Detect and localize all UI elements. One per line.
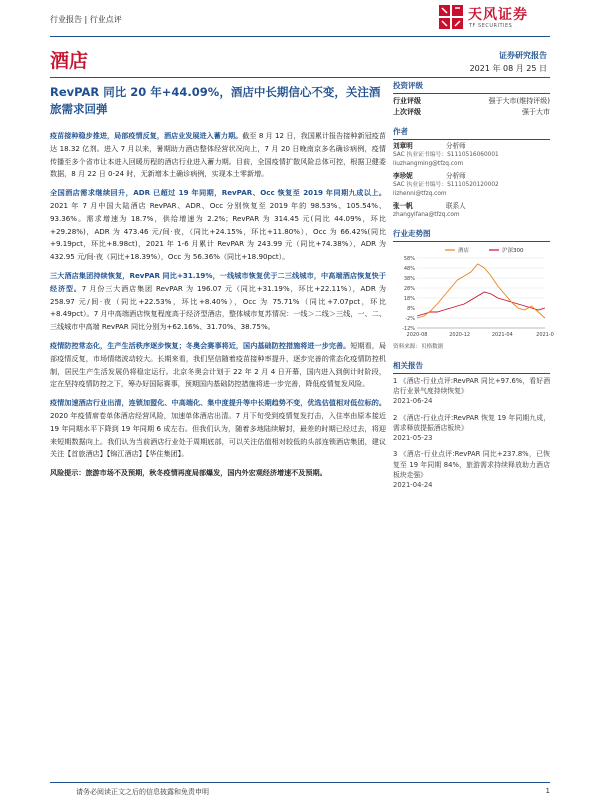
industry-title: 酒店 — [50, 50, 89, 72]
risk-warning: 风险提示：旅游市场不及预期，秋冬疫情再度局部爆发，国内外宏观经济增速不及预期。 — [50, 468, 327, 478]
related-report-link[interactable]: 2 《酒店-行业点评:RevPAR 恢复 19 年同期九成，需求释放提振酒店板块》 2021-05-23 — [393, 413, 550, 443]
tf-securities-logo — [438, 2, 550, 34]
x-tick-label: 2020-08 — [406, 331, 428, 338]
industry-trend-chart — [393, 244, 554, 340]
page-footer — [50, 782, 550, 800]
top-bar — [50, 0, 550, 40]
report-type: 证券研究报告 — [499, 51, 547, 60]
y-tick-label: -2% — [405, 315, 415, 322]
analyst-entry: 刘章明 分析师 SAC 执业证书编号：S1110516060001 liuzhangming@tfzq.com — [393, 142, 499, 167]
sidebar — [393, 80, 554, 497]
x-tick-label: 2021-04 — [491, 331, 513, 338]
paragraph: 全国酒店需求继续回升，ADR 已超过 19 年同期，RevPAR、Occ 恢复至 2019 年同期九成以上。2021 年 7 月中国大陆酒店 RevPAR、ADR、Occ 分别恢复至 2019 年的 98.53%、105.54%、93.36%。需求增速为 18.7%，供给增速为 2.2%；RevPAR 为 314.45 元(同比 44.09%，环比+29.28%)，ADR 为 473.46 元/间·夜，（同比+24.15%，环比+11.80%），Occ 为 66.42%(同比+9.19pct，环比+8.98ct)，2021 年 1-6 月累计 RevPAR 为 243.99 元（同比+74.38%），ADR 为 432.95 元/间·夜（同比+18.39%），Occ 为 56.36%（同比+18.90pct）。 — [50, 188, 386, 262]
legend-label: 沪深300 — [502, 247, 524, 254]
footer-disclaimer: 请务必阅读正文之后的信息披露和免责申明 — [76, 788, 209, 796]
y-tick-label: 58% — [403, 255, 415, 262]
logo-mark-icon — [438, 4, 464, 30]
analyst-entry: 张一帆 联系人 zhangyifana@tfzq.com — [393, 202, 466, 219]
csi300-series-line — [417, 292, 545, 316]
legend-label: 酒店 — [458, 247, 470, 254]
paragraph: 疫苗接种稳步推进，局部疫情反复，酒店业发展进入蓄力期。截至 8 月 12 日，我国累计报告接种新冠疫苗达 18.32 亿剂。进入 7 月以来，暑期助力酒店整体经营状况向上，7 月 20 日晚南京多名确诊病例，疫情传播至多个省市让本进入回暖历程的酒店行业进入蓄力期。目前，全国疫情扩散风险总体可控，根据卫健委数据，8 月 22 日 0-24 时，无新增本土确诊病例，实现本土零新增。 — [50, 131, 387, 179]
y-tick-label: 28% — [403, 285, 415, 292]
footer-divider — [50, 782, 550, 783]
prev-rating-row: 上次评级 强于大市 — [393, 108, 550, 116]
logo-subtext: TF SECURITIES — [469, 23, 513, 29]
trend-section-title: 行业走势图 — [393, 228, 550, 242]
title-divider — [50, 77, 550, 78]
paragraph: 三大酒店集团持续恢复，RevPAR 同比+31.19%，一线城市恢复优于二三线城市，中高端酒店恢复快于经济型。7 月份三大酒店集团 RevPAR 为 196.07 元（同比+31.19%，环比+22.11%），ADR 为 258.97 元/间·夜（同比+22.53%，环比+8.40%），Occ 为 75.71%（同比+7.07pct，环比+8.49pct）。7 月中高端酒店恢复程度高于经济型酒店，整体城市复苏情况：一线＞二线＞三线，一、二、三线城市中高端 RevPAR 同比分别为+62.16%、31.70%、38.75%。 — [50, 270, 386, 332]
report-category: 行业报告 | 行业点评 — [50, 15, 122, 24]
paragraph: 疫情防控常态化，生产生活秩序逐步恢复；冬奥会赛事将近，国内基础防控措施将进一步完善。短期看，局部疫情反复，市场情绪波动较大。长期来看，我们坚信随着疫苗接种率提升，逐步完善的常态化疫情防控机制，居民生产生活发展仍将稳定运行。北京冬奥会计划于 22 年 2 月 4 日开幕，国内进入到倒计时阶段，定在坚持疫情防控之下，筹办好国际赛事，预期国内基础防控措施将进一步完善，降低疫情复发风险。 — [50, 340, 387, 389]
related-report-link[interactable]: 3 《酒店-行业点评:RevPAR 同比+237.8%，已恢复至 19 年同期 84%，旅游需求持续释放助力酒店板块走强》 2021-04-24 — [393, 450, 550, 490]
related-report-link[interactable]: 1 《酒店-行业点评:RevPAR 同比+97.6%，看好酒店行业景气度持续恢复》 2021-06-24 — [393, 376, 550, 406]
logo-text: 天风证券 — [468, 7, 528, 23]
y-tick-label: -12% — [402, 325, 415, 332]
y-tick-label: 18% — [403, 295, 415, 302]
y-tick-label: 8% — [407, 305, 415, 312]
rating-section-title: 投资评级 — [393, 80, 550, 94]
page-number: 1 — [545, 787, 550, 795]
analyst-entry: 李珍妮 分析师 SAC 执业证书编号：S1110520120002 lizhenni@tfzq.com — [393, 172, 499, 197]
trend-chart-svg — [393, 244, 554, 340]
related-section-title: 相关报告 — [393, 360, 550, 374]
header-divider — [50, 36, 550, 37]
paragraph: 疫情加速酒店行业出清，连锁加盟化、中高端化、集中度提升等中长期趋势不变，优选估值相对低位标的。2020 年疫情席卷单体酒店经营风险，加速单体酒店出清。7 月下旬受到疫情复发打击，入住率由原本接近 19 年同期水平下降到 19 年同期 6 成左右。但我们认为，随着多地陆续解封，最差的时期已经过去，将迎来短期数据向上。我们认为当前酒店行业处于周期底部，可以关注估值相对较低的头部连锁酒店集团，建议关注【首旅酒店】【锦江酒店】【华住集团】。 — [50, 398, 386, 459]
main-body — [50, 130, 386, 486]
authors-section-title: 作者 — [393, 126, 550, 140]
chart-source: 资料来源：贝格数据 — [393, 343, 444, 350]
industry-rating-row: 行业评级 强于大市(维持评级) — [393, 97, 550, 105]
x-tick-label: 2020-12 — [449, 331, 471, 338]
y-tick-label: 48% — [403, 265, 415, 272]
report-date: 2021 年 08 月 25 日 — [469, 64, 547, 73]
y-tick-label: 38% — [403, 275, 415, 282]
x-tick-label: 2021-0 — [536, 331, 554, 338]
hotel-series-line — [417, 264, 545, 318]
report-headline: RevPAR 同比 20 年+44.09%，酒店中长期信心不变，关注酒旅需求回弹 — [50, 85, 381, 116]
